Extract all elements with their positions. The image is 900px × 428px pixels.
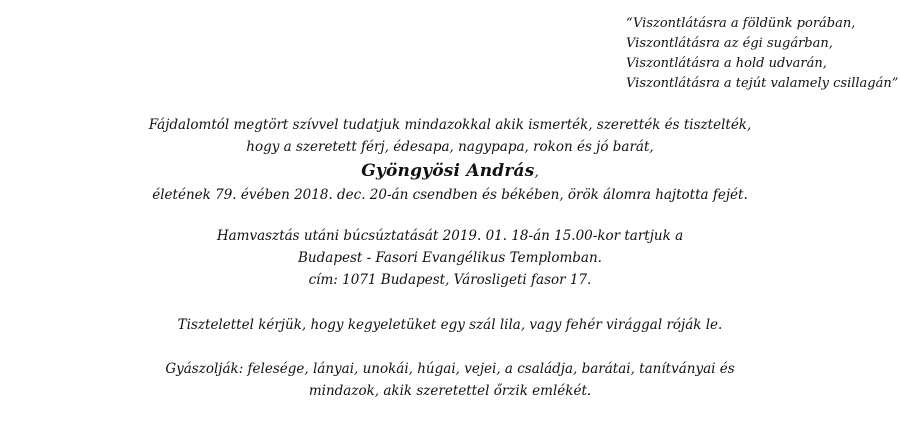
obituary-notice (0, 114, 900, 206)
request-line: Tisztelettel kérjük, hogy kegyeletüket egy szál lila, vagy fehér virággal róják le. (177, 317, 723, 333)
deceased-name: Gyöngyösi András (361, 161, 535, 181)
poem-line: Viszontlátásra a tejút valamely csillagán” (626, 76, 899, 91)
poem-line: “Viszontlátásra a földünk porában, (626, 16, 856, 31)
name-suffix: , (534, 164, 539, 180)
intro-line-1: Fájdalomtól megtört szívvel tudatjuk mindazokkal akik ismerték, szerették és tisztelték, (148, 117, 752, 133)
poem-line: Viszontlátásra a hold udvarán, (626, 56, 827, 71)
death-line: életének 79. évében 2018. dec. 20-án csendben és békében, örök álomra hajtotta fejét. (152, 187, 748, 203)
funeral-line-1: Hamvasztás utáni búcsúztatását 2019. 01. 18-án 15.00-kor tartjuk a (216, 228, 684, 244)
funeral-line-2: Budapest - Fasori Evangélikus Templomban. (298, 250, 602, 266)
deceased-name-line (0, 158, 900, 184)
poem-quote (626, 14, 898, 94)
intro-line-2: hogy a szeretett férj, édesapa, nagypapa, rokon és jó barát, (246, 139, 654, 155)
funeral-address: cím: 1071 Budapest, Városligeti fasor 17. (308, 272, 592, 288)
mourners-line-2: mindazok, akik szeretettel őrzik emlékét. (308, 383, 592, 399)
funeral-details (0, 225, 900, 291)
mourners-block (0, 358, 900, 402)
request-block (0, 314, 900, 336)
poem-line: Viszontlátásra az égi sugárban, (626, 36, 833, 51)
mourners-line-1: Gyászolják: felesége, lányai, unokái, húgai, vejei, a családja, barátai, tanítványai és (165, 361, 735, 377)
